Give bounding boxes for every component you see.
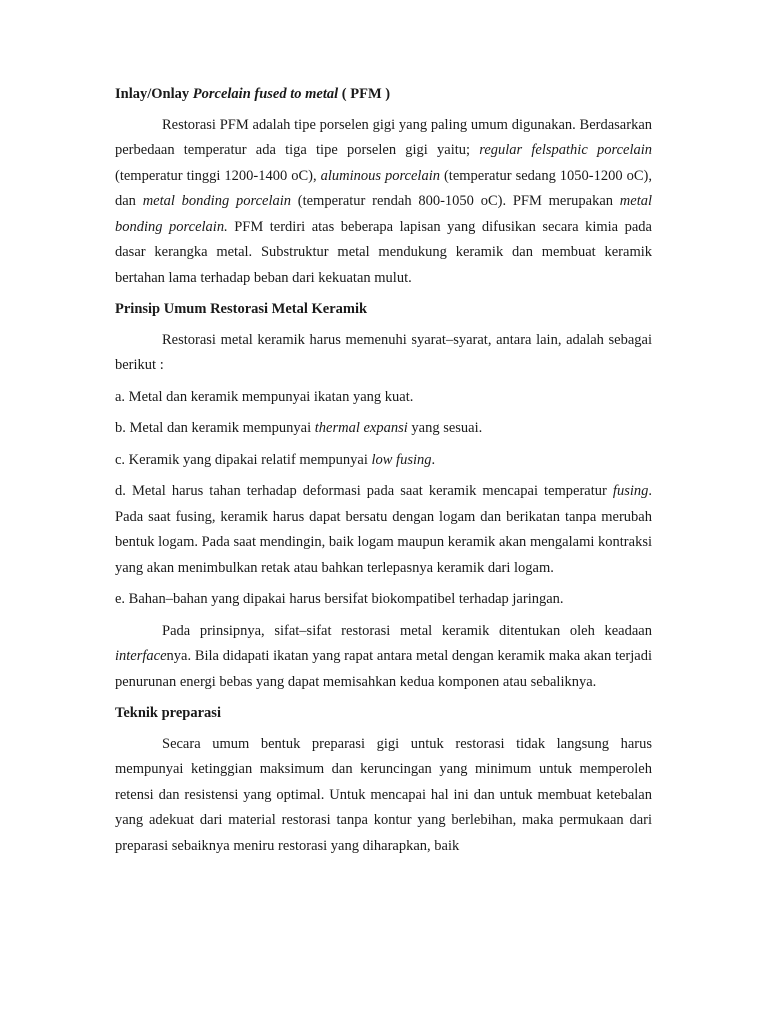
paragraph-interface — [115, 619, 652, 696]
section-heading-prinsip: Prinsip Umum Restorasi Metal Keramik — [115, 301, 368, 317]
paragraph-pfm-intro — [115, 113, 652, 292]
text-run: c. Keramik yang dipakai relatif mempunyai — [115, 451, 372, 468]
text-run: (temperatur sedang 1050-1200 oC), dan — [115, 167, 652, 209]
text-run: . Pada saat fusing, keramik harus dapat bersatu dengan logam dan berikatan tanpa merubah bentuk logam. Pada saat mendingin, baik logam maupun keramik akan mengalami kontraksi yang akan menimbulkan retak atau bahkan terlepasnya keramik dari logam. — [115, 483, 652, 576]
text-run: (temperatur rendah 800-1050 oC). PFM merupakan — [291, 193, 620, 209]
italic-term: low fusing — [371, 451, 432, 468]
list-item-d — [115, 479, 652, 581]
italic-term: metal bonding porcelain. — [115, 193, 653, 235]
text-run: nya. Bila didapati ikatan yang rapat antara metal dengan keramik maka akan terjadi penurunan energi bebas yang dapat memisahkan kedua komponen atau sebaliknya. — [115, 648, 652, 690]
heading-text-suffix: ( PFM ) — [338, 86, 391, 102]
text-run: d. Metal harus tahan terhadap deformasi pada saat keramik mencapai temperatur — [115, 483, 613, 499]
list-item-c — [115, 448, 652, 474]
section-heading-pfm — [115, 82, 652, 108]
italic-term: metal bonding porcelain — [142, 193, 291, 209]
italic-term: fusing — [612, 483, 649, 499]
text-run: Pada prinsipnya, sifat–sifat restorasi metal keramik ditentukan oleh keadaan — [162, 622, 652, 639]
paragraph-teknik: Secara umum bentuk preparasi gigi untuk restorasi tidak langsung harus mempunyai ketinggian maksimum dan keruncingan yang minimum untuk memperoleh retensi dan resistensi yang optimal. Untuk mencapai hal ini dan untuk membuat ketebalan yang adekuat dari material restorasi tanpa kontur yang berlebihan, maka permukaan dari preparasi sebaiknya meniru restorasi yang diharapkan, baik — [115, 735, 652, 854]
text-run: . — [431, 451, 436, 468]
paragraph-prinsip-intro: Restorasi metal keramik harus memenuhi syarat–syarat, antara lain, adalah sebagai berikut : — [115, 331, 652, 373]
text-run: yang sesuai. — [407, 420, 483, 436]
heading-text-plain: Inlay/Onlay — [115, 86, 193, 102]
list-item-e: e. Bahan–bahan yang dipakai harus bersifat biokompatibel terhadap jaringan. — [115, 591, 564, 607]
text-run: Restorasi PFM adalah tipe porselen gigi yang paling umum digunakan. Berdasarkan perbedaan temperatur ada tiga tipe porselen gigi yaitu; — [115, 116, 652, 158]
italic-term: regular felspathic porcelain — [479, 142, 652, 158]
section-heading-teknik: Teknik preparasi — [115, 705, 221, 721]
text-run: b. Metal dan keramik mempunyai — [115, 420, 315, 436]
text-run: PFM terdiri atas beberapa lapisan yang difusikan secara kimia pada dasar kerangka metal. Substruktur metal mendukung keramik dan membuat keramik bertahan lama terhadap beban dari kekuatan mulut. — [115, 218, 652, 286]
list-item-a: a. Metal dan keramik mempunyai ikatan yang kuat. — [115, 388, 414, 405]
list-item-b — [115, 416, 652, 442]
heading-text-italic: Porcelain fused to metal — [192, 86, 339, 102]
document-page — [115, 82, 652, 865]
italic-term: aluminous porcelain — [320, 167, 440, 184]
italic-term: interface — [115, 648, 167, 664]
text-run: (temperatur tinggi 1200-1400 oC), — [115, 167, 321, 184]
italic-term: thermal expansi — [314, 420, 408, 436]
